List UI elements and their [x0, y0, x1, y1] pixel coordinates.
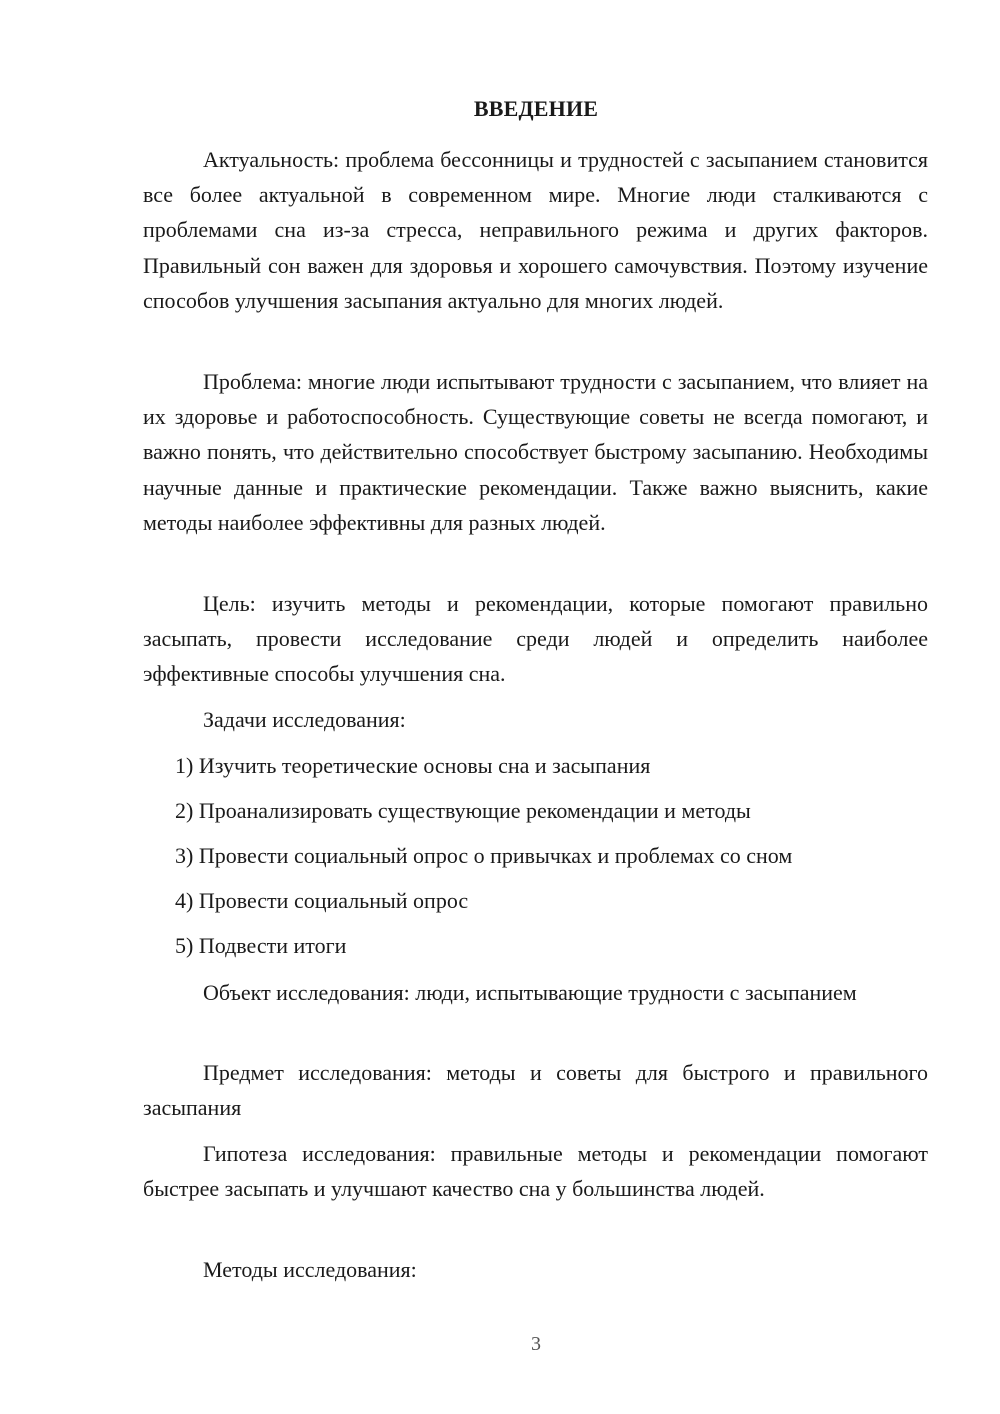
methods-heading: Методы исследования:: [203, 1257, 417, 1282]
hypothesis-paragraph: Гипотеза исследования: правильные методы и рекомендации помогают быстрее засыпать и улучшают качество сна у большинства людей.: [143, 1141, 928, 1202]
tasks-heading: Задачи исследования:: [203, 707, 406, 732]
task-item-1: 1) Изучить теоретические основы сна и засыпания: [175, 753, 651, 778]
task-item-3: 3) Провести социальный опрос о привычках и проблемах со сном: [175, 843, 793, 868]
goal-paragraph: Цель: изучить методы и рекомендации, которые помогают правильно засыпать, провести исследование среди людей и определить наиболее эффективные способы улучшения сна.: [143, 591, 928, 687]
relevance-paragraph: Актуальность: проблема бессонницы и трудностей с засыпанием становится все более актуальной в современном мире. Многие люди сталкиваются с проблемами сна из-за стресса, неправильного режима и других факторов. Правильный сон важен для здоровья и хорошего самочувствия. Поэтому изучение способов улучшения засыпания актуально для многих людей.: [143, 147, 928, 313]
task-item-2: 2) Проанализировать существующие рекомендации и методы: [175, 798, 751, 823]
task-item-4: 4) Провести социальный опрос: [175, 888, 469, 913]
page-number: 3: [531, 1333, 541, 1355]
section-heading: ВВЕДЕНИЕ: [473, 96, 599, 121]
problem-paragraph: Проблема: многие люди испытывают трудности с засыпанием, что влияет на их здоровье и работоспособность. Существующие советы не всегда помогают, и важно понять, что действительно способствует быстрому засыпанию. Необходимы научные данные и практические рекомендации. Также важно выяснить, какие методы наиболее эффективны для разных людей.: [143, 369, 928, 535]
object-paragraph: Объект исследования: люди, испытывающие трудности с засыпанием: [203, 980, 857, 1005]
task-item-5: 5) Подвести итоги: [175, 933, 347, 958]
subject-paragraph: Предмет исследования: методы и советы для быстрого и правильного засыпания: [143, 1060, 928, 1121]
